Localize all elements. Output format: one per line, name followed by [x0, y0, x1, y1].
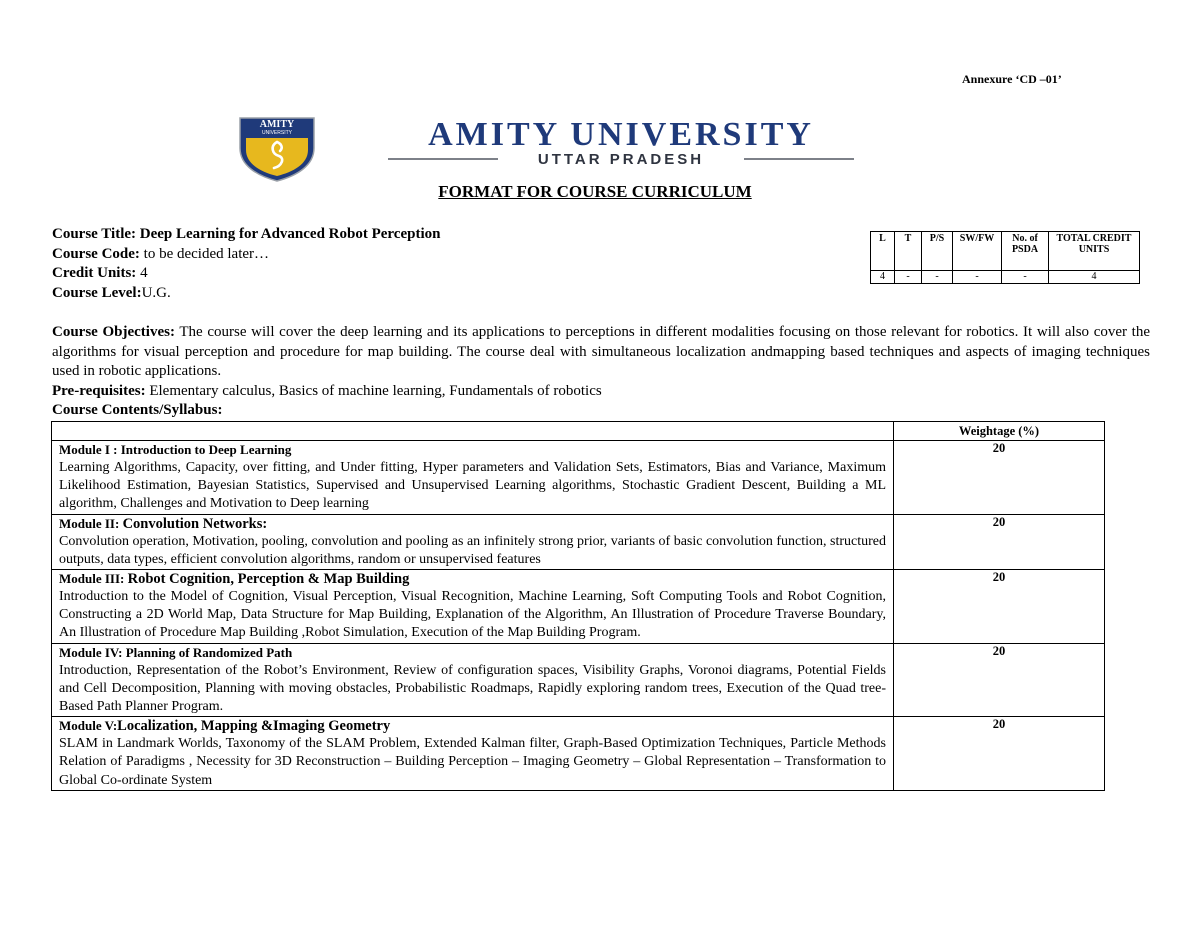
module-body-5: SLAM in Landmark Worlds, Taxonomy of the SLAM Problem, Extended Kalman filter, Graph-Based Optimization Techniques, Particle Methods Relation of Paradigms , Necessity for 3D Reconstruction – Building Perception – Imaging Geometry – Global Representation – Transformation to Global Co-ordinate System — [59, 736, 886, 788]
course-info — [52, 225, 440, 304]
course-objectives-section — [52, 323, 1150, 421]
weightage-header: Weightage (%) — [894, 422, 1105, 441]
svg-text:AMITY UNIVERSITY: AMITY UNIVERSITY — [428, 116, 814, 153]
credits-value-ps: - — [922, 271, 953, 284]
svg-text:UTTAR PRADESH: UTTAR PRADESH — [537, 151, 705, 168]
credits-header-total: TOTAL CREDIT UNITS — [1049, 232, 1140, 271]
module-body-4: Introduction, Representation of the Robot’s Environment, Review of configuration spaces, Visibility Graphs, Voronoi diagrams, Potential Fields and Cell Decomposition, Planning with moving obstacles, Probabilistic Roadmaps, Rapidly exploring random trees, Execution of the Quad tree-Based Path Planner Program. — [59, 662, 886, 715]
credit-units-line: Credit Units: 4 — [52, 265, 148, 282]
module-heading-3: Module III: Robot Cognition, Perception & Map Building — [59, 571, 410, 588]
prerequisites-line: Pre-requisites: Elementary calculus, Basics of machine learning, Fundamentals of robotics — [52, 382, 602, 399]
module-body-3: Introduction to the Model of Cognition, Visual Perception, Visual Recognition, Machine Learning, Soft Computing Tools and Robot Cognition, Constructing a 2D World Map, Data Structure for Map Building, Explanation of the Algorithm, An Illustration of Procedure Traverse Boundary, An Illustration of Procedure Map Building ,Robot Simulation, Execution of the Map Building Program. — [59, 589, 886, 641]
svg-text:AMITY: AMITY — [259, 119, 295, 130]
credits-value-l: 4 — [871, 271, 895, 284]
module-weight-3: 20 — [894, 570, 1105, 644]
credits-value-swfw: - — [953, 271, 1002, 284]
module-heading-4: Module IV: Planning of Randomized Path — [59, 644, 293, 660]
module-row-4 — [52, 643, 1105, 717]
svg-text:UNIVERSITY: UNIVERSITY — [261, 130, 293, 136]
module-body-1: Learning Algorithms, Capacity, over fitting, and Under fitting, Hyper parameters and Validation Sets, Estimators, Bias and Variance, Maximum Likelihood Estimation, Bayesian Statistics, Supervised and Unsupervised Learning algorithms, Stochastic Gradient Descent, Building a ML algorithm, Challenges and Motivation to Deep learning — [59, 460, 886, 512]
module-cell-3 — [52, 570, 894, 644]
module-heading-5: Module V:Localization, Mapping &Imaging Geometry — [59, 718, 391, 735]
contents-heading: Course Contents/Syllabus: — [52, 402, 223, 418]
module-body-2: Convolution operation, Motivation, pooling, convolution and pooling as an infinitely strong prior, variants of basic convolution function, structured outputs, data types, efficient convolution algorithms, random or unsupervised features — [59, 533, 886, 567]
amity-crest-logo — [236, 114, 318, 182]
syllabus-header-row — [52, 422, 1105, 441]
module-row-3 — [52, 570, 1105, 644]
module-weight-4: 20 — [894, 643, 1105, 717]
syllabus-header-blank — [52, 422, 894, 441]
document-title: FORMAT FOR COURSE CURRICULUM — [438, 182, 752, 201]
credit-distribution-table — [870, 231, 1140, 284]
module-cell-4 — [52, 643, 894, 717]
credits-value-psda: - — [1002, 271, 1049, 284]
module-cell-2 — [52, 514, 894, 569]
module-weight-2: 20 — [894, 514, 1105, 569]
credits-value-total: 4 — [1049, 271, 1140, 284]
module-heading-2: Module II: Convolution Networks: — [59, 515, 268, 532]
module-weight-5: 20 — [894, 717, 1105, 791]
module-cell-1 — [52, 441, 894, 515]
module-row-2 — [52, 514, 1105, 569]
objectives-paragraph: Course Objectives: The course will cover the deep learning and its applications to perceptions in different modalities focusing on those relevant for robotics. It will also cover the algorithms for visual perception and procedure for map building. The course deal with simultaneous localization andmapping based techniques and aspects of imaging techniques used in robotic applications. — [52, 324, 1150, 379]
course-level-line: Course Level:U.G. — [52, 285, 171, 302]
credits-header-l: L — [871, 232, 895, 271]
course-title-line: Course Title: Deep Learning for Advanced Robot Perception — [52, 226, 441, 242]
module-weight-1: 20 — [894, 441, 1105, 515]
annexure-label: Annexure ‘CD –01’ — [962, 72, 1062, 86]
credits-value-t: - — [895, 271, 922, 284]
module-row-5 — [52, 717, 1105, 791]
credits-header-swfw: SW/FW — [953, 232, 1002, 271]
credits-header-t: T — [895, 232, 922, 271]
credits-header-ps: P/S — [922, 232, 953, 271]
course-code-line: Course Code: to be decided later… — [52, 245, 270, 262]
syllabus-table — [51, 421, 1105, 791]
module-row-1 — [52, 441, 1105, 515]
module-cell-5 — [52, 717, 894, 791]
module-heading-1: Module I : Introduction to Deep Learning — [59, 442, 292, 457]
amity-university-wordmark — [386, 114, 856, 174]
credits-header-psda: No. of PSDA — [1002, 232, 1049, 271]
